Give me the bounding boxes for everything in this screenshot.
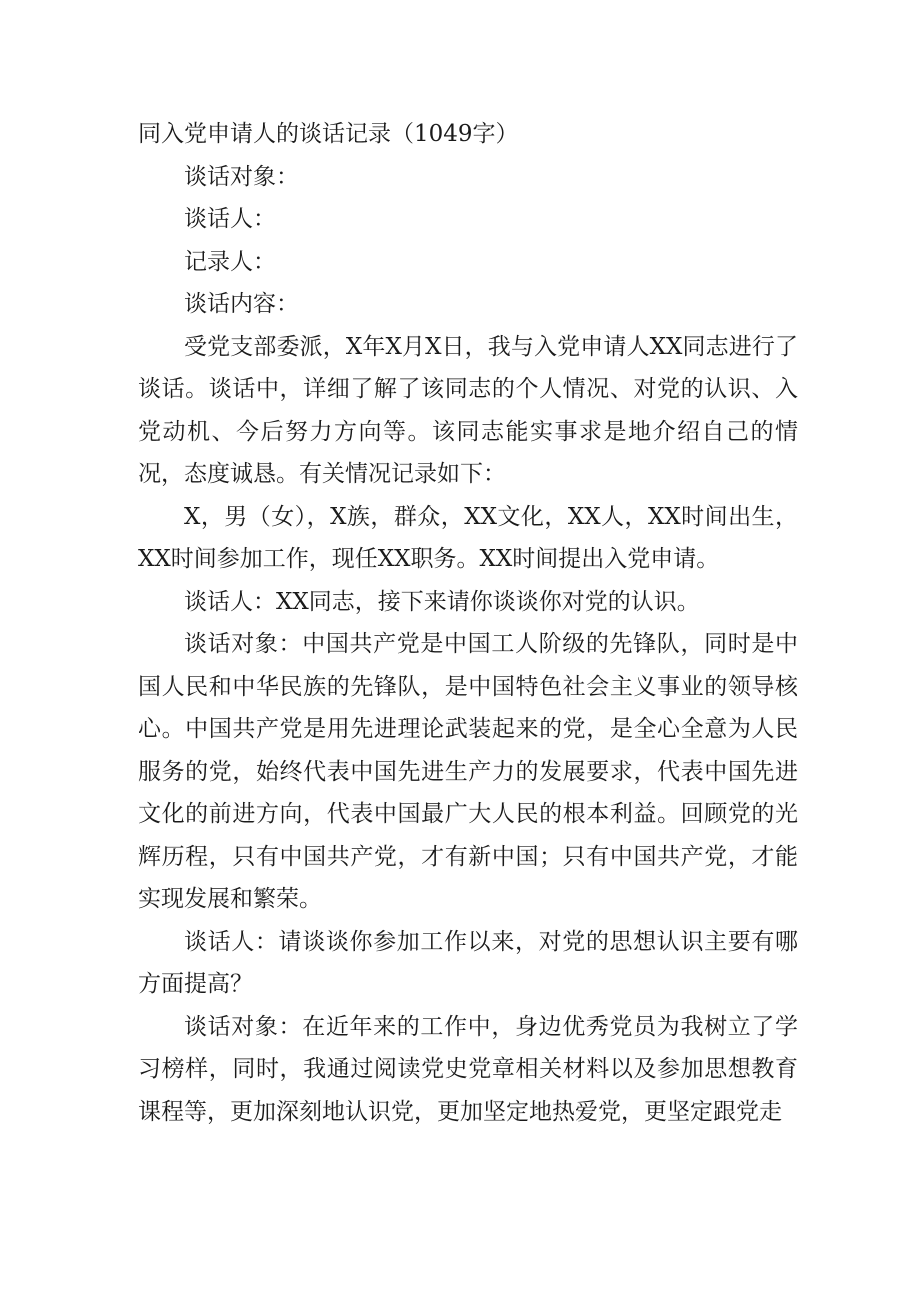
interviewee-field: 谈话对象：: [184, 163, 299, 190]
interviewer-question-2: 谈话人：请谈谈你参加工作以来，对党的思想认识主要有哪方面提高？: [138, 928, 798, 997]
document-title: 同入党申请人的谈话记录（1049字）: [138, 121, 519, 147]
recorder-field: 记录人：: [184, 248, 276, 275]
interviewer-field: 谈话人：: [184, 206, 276, 232]
content-heading: 谈话内容：: [184, 291, 299, 317]
applicant-info-paragraph: X，男（女），X族，群众，XX文化，XX人，XX时间出生，XX时间参加工作，现任XX职务。XX时间提出入党申请。: [138, 503, 798, 572]
interviewee-answer-2: 谈话对象：在近年来的工作中，身边优秀党员为我树立了学习榜样，同时，我通过阅读党史党章相关材料以及参加思想教育课程等，更加深刻地认识党，更加坚定地热爱党，更坚定跟党走: [138, 1013, 798, 1125]
document-body: [138, 113, 798, 1133]
interviewer-question-1: 谈话人：XX同志，接下来请你谈谈你对党的认识。: [184, 588, 700, 615]
intro-paragraph: 受党支部委派，X年X月X日，我与入党申请人XX同志进行了谈话。谈话中，详细了解了该同志的个人情况、对党的认识、入党动机、今后努力方向等。该同志能实事求是地介绍自己的情况，态度诚恳。有关情况记录如下：: [138, 333, 798, 487]
interviewee-answer-1: 谈话对象：中国共产党是中国工人阶级的先锋队，同时是中国人民和中华民族的先锋队，是中国特色社会主义事业的领导核心。中国共产党是用先进理论武装起来的党，是全心全意为人民服务的党，始终代表中国先进生产力的发展要求，代表中国先进文化的前进方向，代表中国最广大人民的根本利益。回顾党的光辉历程，只有中国共产党，才有新中国；只有中国共产党，才能实现发展和繁荣。: [138, 631, 798, 912]
